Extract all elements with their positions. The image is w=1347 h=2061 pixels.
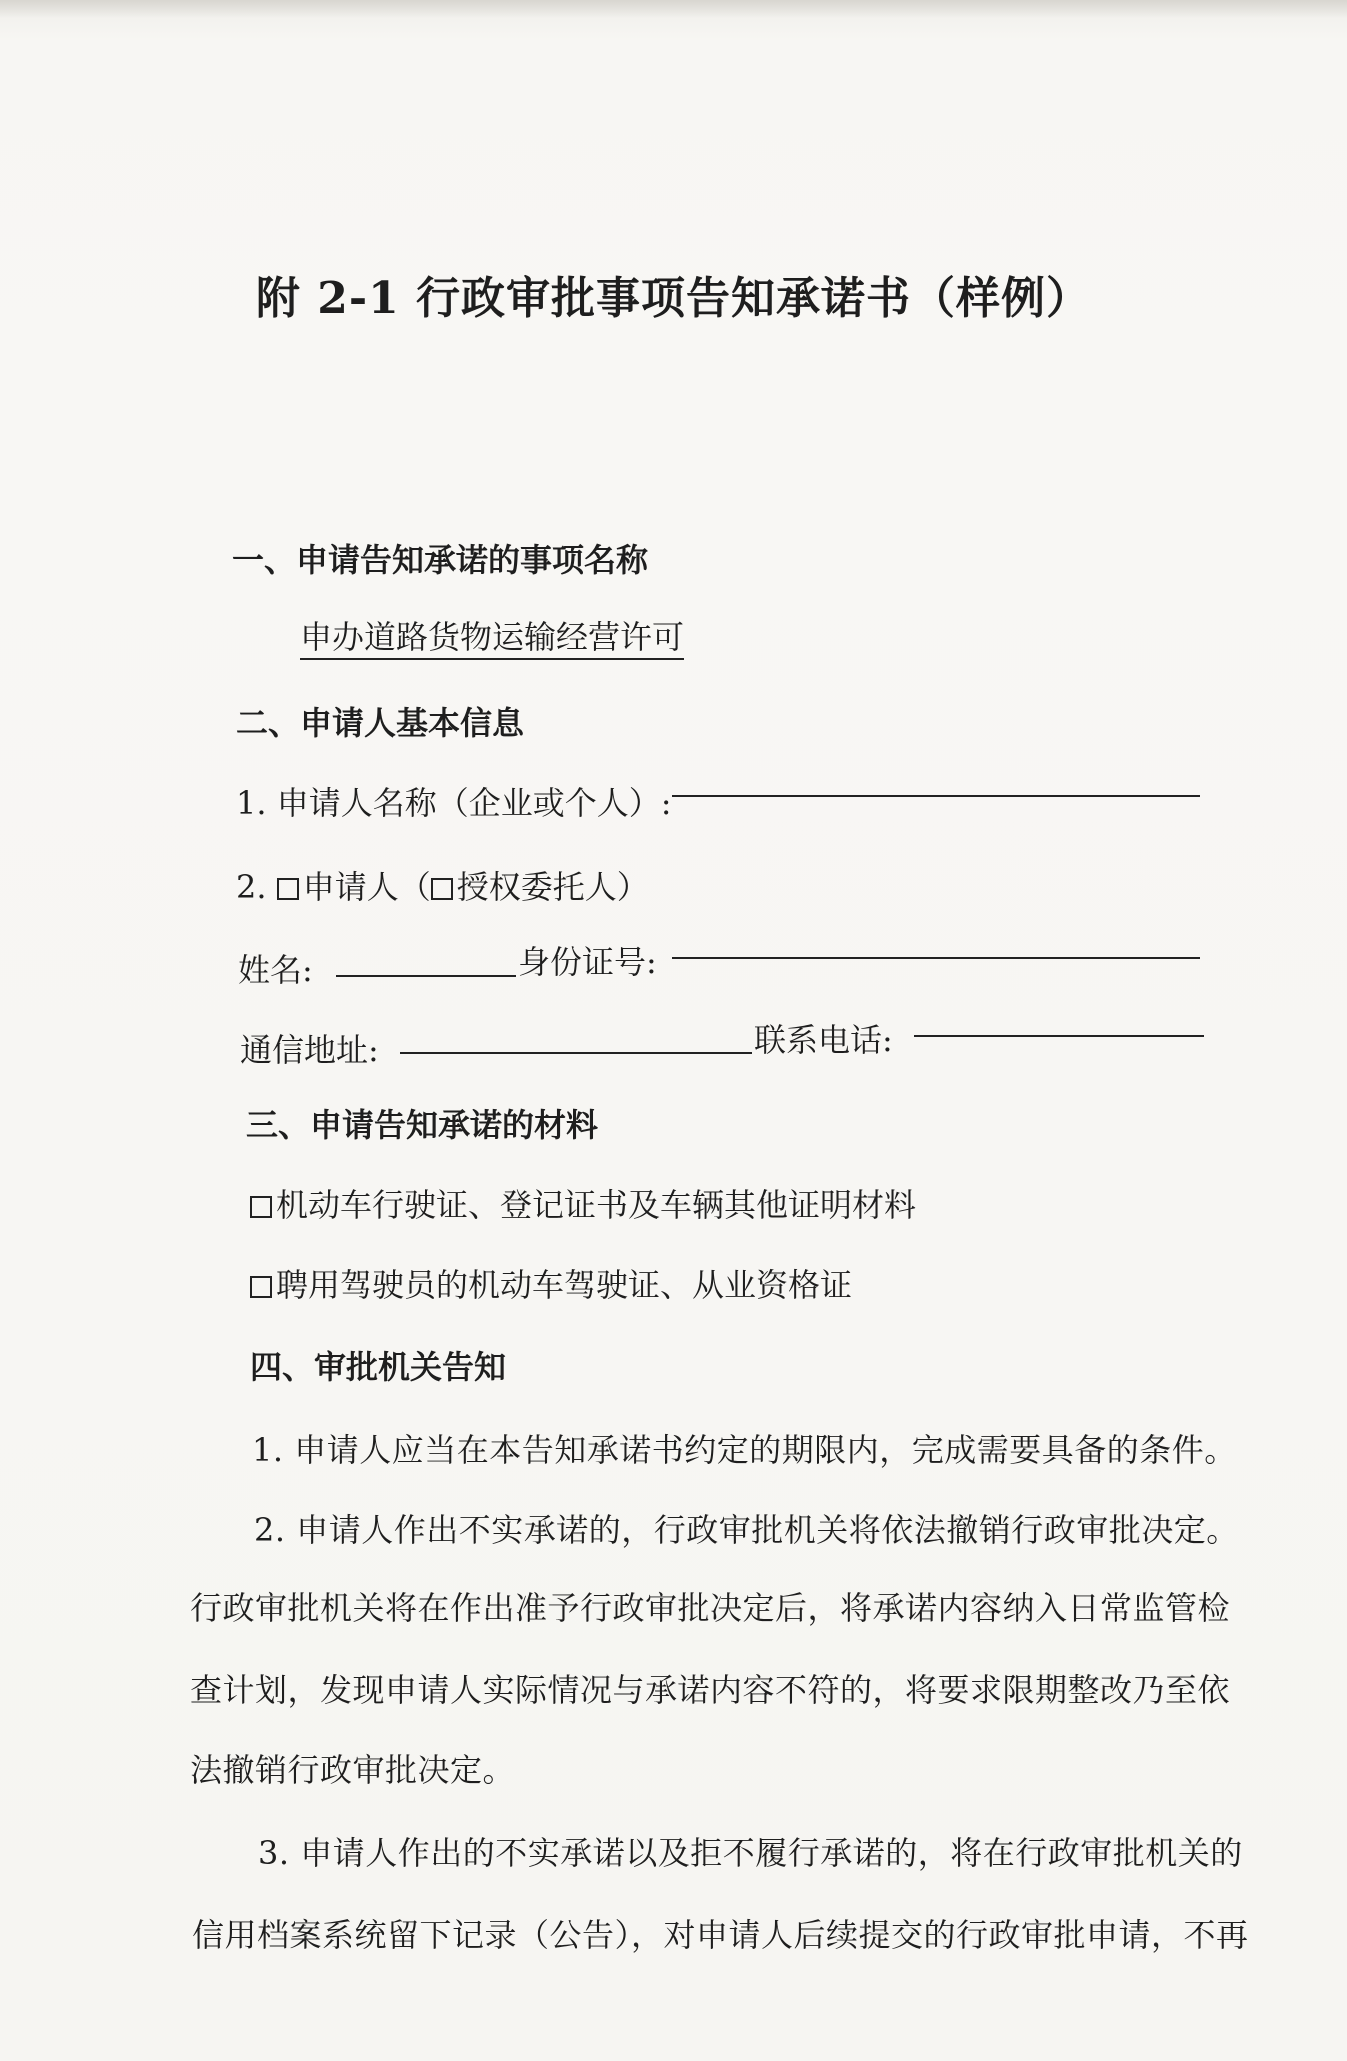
- material-checkbox[interactable]: [250, 1196, 272, 1218]
- material-label: 机动车行驶证、登记证书及车辆其他证明材料: [276, 1186, 917, 1224]
- address-label: 通信地址:: [240, 1031, 379, 1069]
- scan-edge-shadow: [0, 0, 1347, 18]
- notice-line: 1. 申请人应当在本告知承诺书约定的期限内，完成需要具备的条件。: [252, 1431, 1237, 1469]
- agent-checkbox[interactable]: [431, 878, 453, 900]
- id-label: 身份证号:: [518, 943, 657, 981]
- notice-line: 行政审批机关将在作出准予行政审批决定后，将承诺内容纳入日常监管检: [190, 1589, 1231, 1627]
- applicant-name-blank[interactable]: [672, 795, 1200, 797]
- material-item: [250, 1180, 916, 1226]
- applicant-type-prefix: 2.: [236, 868, 267, 906]
- notice-line: 法撤销行政审批决定。: [190, 1751, 516, 1789]
- id-number-blank[interactable]: [672, 957, 1200, 959]
- name-blank[interactable]: [336, 975, 516, 977]
- material-checkbox[interactable]: [250, 1276, 272, 1298]
- phone-blank[interactable]: [914, 1035, 1204, 1037]
- phone-label: 联系电话:: [754, 1021, 893, 1059]
- document-title: 附 2-1 行政审批事项告知承诺书（样例）: [255, 273, 1092, 324]
- address-blank[interactable]: [400, 1052, 752, 1054]
- material-item: [250, 1260, 852, 1306]
- name-label: 姓名:: [238, 951, 313, 989]
- item-name-value: 申办道路货物运输经营许可: [300, 618, 684, 660]
- agent-option-label: 授权委托人）: [456, 868, 649, 906]
- section2-heading: 二、申请人基本信息: [236, 704, 525, 742]
- section1-heading: 一、申请告知承诺的事项名称: [232, 541, 649, 579]
- notice-line: 2. 申请人作出不实承诺的，行政审批机关将依法撤销行政审批决定。: [254, 1511, 1239, 1549]
- notice-line: 查计划，发现申请人实际情况与承诺内容不符的，将要求限期整改乃至依: [190, 1671, 1231, 1709]
- applicant-checkbox[interactable]: [277, 878, 299, 900]
- applicant-name-label: 1. 申请人名称（企业或个人）:: [236, 784, 672, 822]
- section3-heading: 三、申请告知承诺的材料: [246, 1106, 599, 1144]
- applicant-option-label: 申请人（: [302, 868, 431, 906]
- material-label: 聘用驾驶员的机动车驾驶证、从业资格证: [276, 1266, 853, 1304]
- notice-line: 3. 申请人作出的不实承诺以及拒不履行承诺的，将在行政审批机关的: [258, 1834, 1243, 1872]
- section4-heading: 四、审批机关告知: [250, 1348, 507, 1386]
- notice-line: 信用档案系统留下记录（公告），对申请人后续提交的行政审批申请，不再: [192, 1916, 1249, 1954]
- item-name: [300, 612, 684, 658]
- applicant-type-row: [236, 862, 649, 908]
